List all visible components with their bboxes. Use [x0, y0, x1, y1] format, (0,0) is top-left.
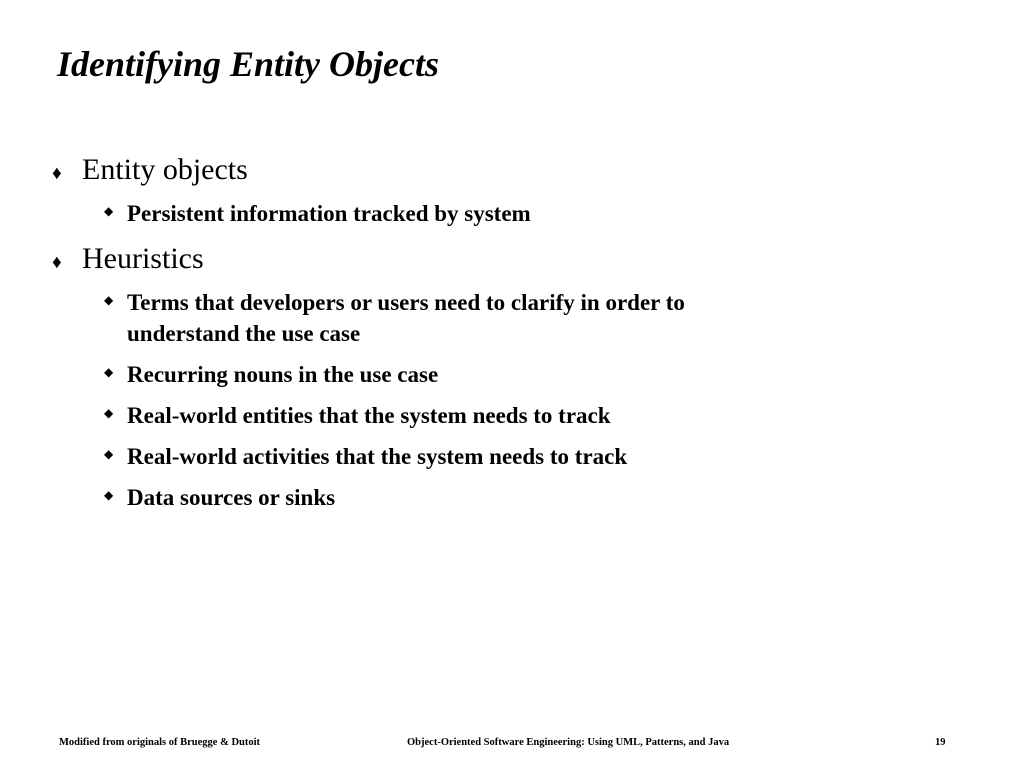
- bullet-text: Heuristics: [82, 242, 204, 275]
- diamond-bullet-icon: ◆: [104, 406, 114, 420]
- diamond-bullet-icon: ◆: [104, 204, 114, 218]
- sub-bullet-text: Real-world activities that the system needs to track: [127, 444, 628, 469]
- diamond-bullet-icon: ♦: [52, 252, 62, 273]
- bullet-entity-objects: [0, 152, 1024, 192]
- footer-book-title: Object-Oriented Software Engineering: Using UML, Patterns, and Java: [407, 737, 730, 748]
- sub-bullet-text: Real-world entities that the system needs to track: [127, 403, 611, 428]
- sub-bullet-text: Persistent information tracked by system: [127, 201, 531, 226]
- sub-bullet-real-world-activities: [0, 441, 1024, 472]
- diamond-bullet-icon: ◆: [104, 365, 114, 379]
- bullet-heuristics: [0, 241, 1024, 281]
- bullet-text: Entity objects: [82, 153, 248, 186]
- sub-bullet-text-line-1: Terms that developers or users need to clarify in order to: [127, 290, 685, 315]
- diamond-bullet-icon: ◆: [104, 293, 114, 307]
- sub-bullet-real-world-entities: [0, 400, 1024, 431]
- diamond-bullet-icon: ♦: [52, 163, 62, 184]
- sub-bullet-recurring-nouns: [0, 359, 1024, 390]
- sub-bullet-terms-to-clarify: [0, 287, 1024, 349]
- sub-bullet-text: Data sources or sinks: [127, 485, 336, 510]
- sub-bullet-text-line-2: understand the use case: [127, 321, 361, 346]
- sub-bullet-text: Recurring nouns in the use case: [127, 362, 439, 387]
- slide-title: Identifying Entity Objects: [57, 44, 439, 84]
- footer-page-number: 19: [935, 737, 946, 748]
- diamond-bullet-icon: ◆: [104, 488, 114, 502]
- sub-bullet-persistent-information: [0, 198, 1024, 229]
- sub-bullet-data-sources: [0, 482, 1024, 513]
- diamond-bullet-icon: ◆: [104, 447, 114, 461]
- footer-attribution: Modified from originals of Bruegge & Dutoit: [59, 737, 261, 748]
